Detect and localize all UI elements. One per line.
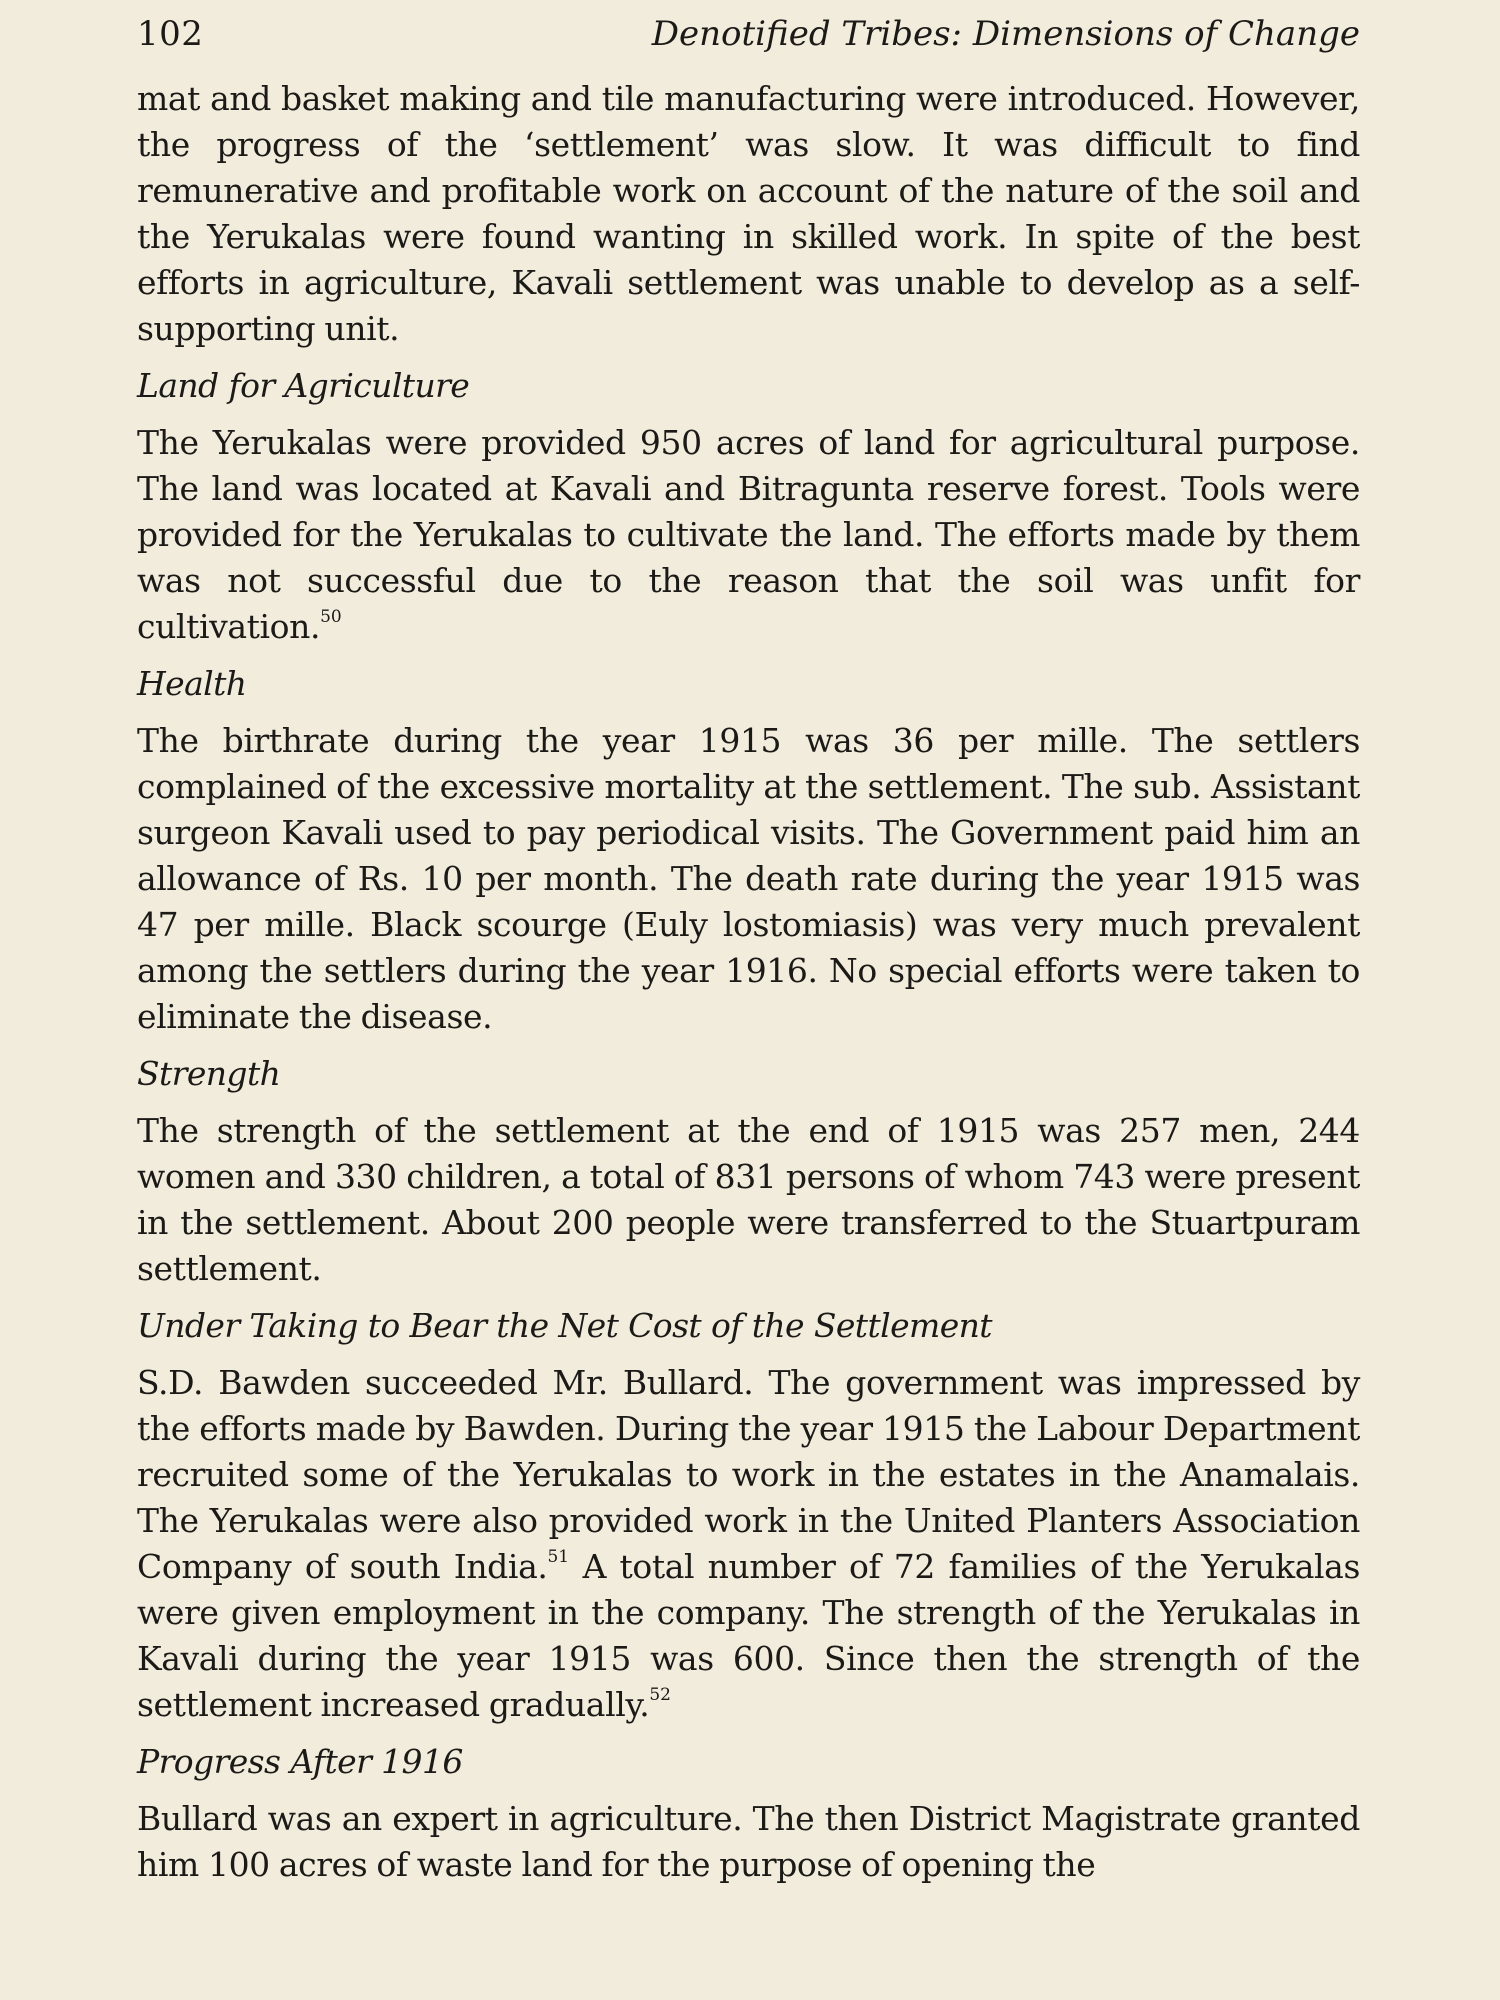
undertaking-text-2: A total number of 72 families of the Yerukalas were given employment in the company. The strength of the Yerukalas in Kavali during the year 1915 was 600. Since then the strength of the settlement increased gradually. bbox=[137, 1547, 1360, 1724]
page-number: 102 bbox=[137, 14, 204, 54]
strength-paragraph: The strength of the settlement at the end of 1915 was 257 men, 244 women and 330 children, a total of 831 persons of whom 743 were present in the settlement. About 200 people were transferred to the Stuartpuram settlement. bbox=[137, 1111, 1360, 1288]
health-paragraph: The birthrate during the year 1915 was 36 per mille. The settlers complained of the excessive mortality at the settlement. The sub. Assistant surgeon Kavali used to pay periodical visits. The Government paid him an allowance of Rs. 10 per month. The death rate during the year 1915 was 47 per mille. Black scourge (Euly lostomiasis) was very much prevalent among the settlers during the year 1916. No special efforts were taken to eliminate the disease. bbox=[137, 721, 1360, 1036]
health-heading: Health bbox=[137, 664, 247, 703]
undertaking-paragraph bbox=[137, 1360, 1360, 1728]
running-title: Denotified Tribes: Dimensions of Change bbox=[651, 14, 1360, 54]
footnote-ref-51[interactable]: 51 bbox=[547, 1547, 570, 1567]
undertaking-heading: Under Taking to Bear the Net Cost of the Settlement bbox=[137, 1306, 992, 1345]
running-header bbox=[137, 14, 1360, 76]
undertaking-text-1: S.D. Bawden succeeded Mr. Bullard. The government was impressed by the efforts made by Bawden. During the year 1915 the Labour Department recruited some of the Yerukalas to work in the estates in the Anamalais. The Yerukalas were also provided work in the United Planters Association Company of south India. bbox=[137, 1363, 1360, 1586]
land-paragraph bbox=[137, 420, 1360, 650]
progress-heading: Progress After 1916 bbox=[137, 1742, 463, 1781]
footnote-ref-50[interactable]: 50 bbox=[320, 607, 342, 627]
intro-paragraph: mat and basket making and tile manufacturing were introduced. However, the progress of the ‘settlement’ was slow. It was difficult to find remunerative and profitable work on account of the nature of the soil and the Yerukalas were found wanting in skilled work. In spite of the best efforts in agriculture, Kavali settlement was unable to develop as a self-supporting unit. bbox=[137, 79, 1360, 348]
footnote-ref-52[interactable]: 52 bbox=[649, 1685, 671, 1705]
land-text: The Yerukalas were provided 950 acres of land for agricultural purpose. The land was located at Kavali and Bitragunta reserve forest. Tools were provided for the Yerukalas to cultivate the land. The efforts made by them was not successful due to the reason that the soil was unfit for cultivation. bbox=[137, 423, 1360, 646]
strength-heading: Strength bbox=[137, 1054, 281, 1093]
progress-paragraph: Bullard was an expert in agriculture. The then District Magistrate granted him 100 acres of waste land for the purpose of opening the bbox=[137, 1799, 1360, 1884]
land-heading: Land for Agriculture bbox=[137, 366, 470, 405]
